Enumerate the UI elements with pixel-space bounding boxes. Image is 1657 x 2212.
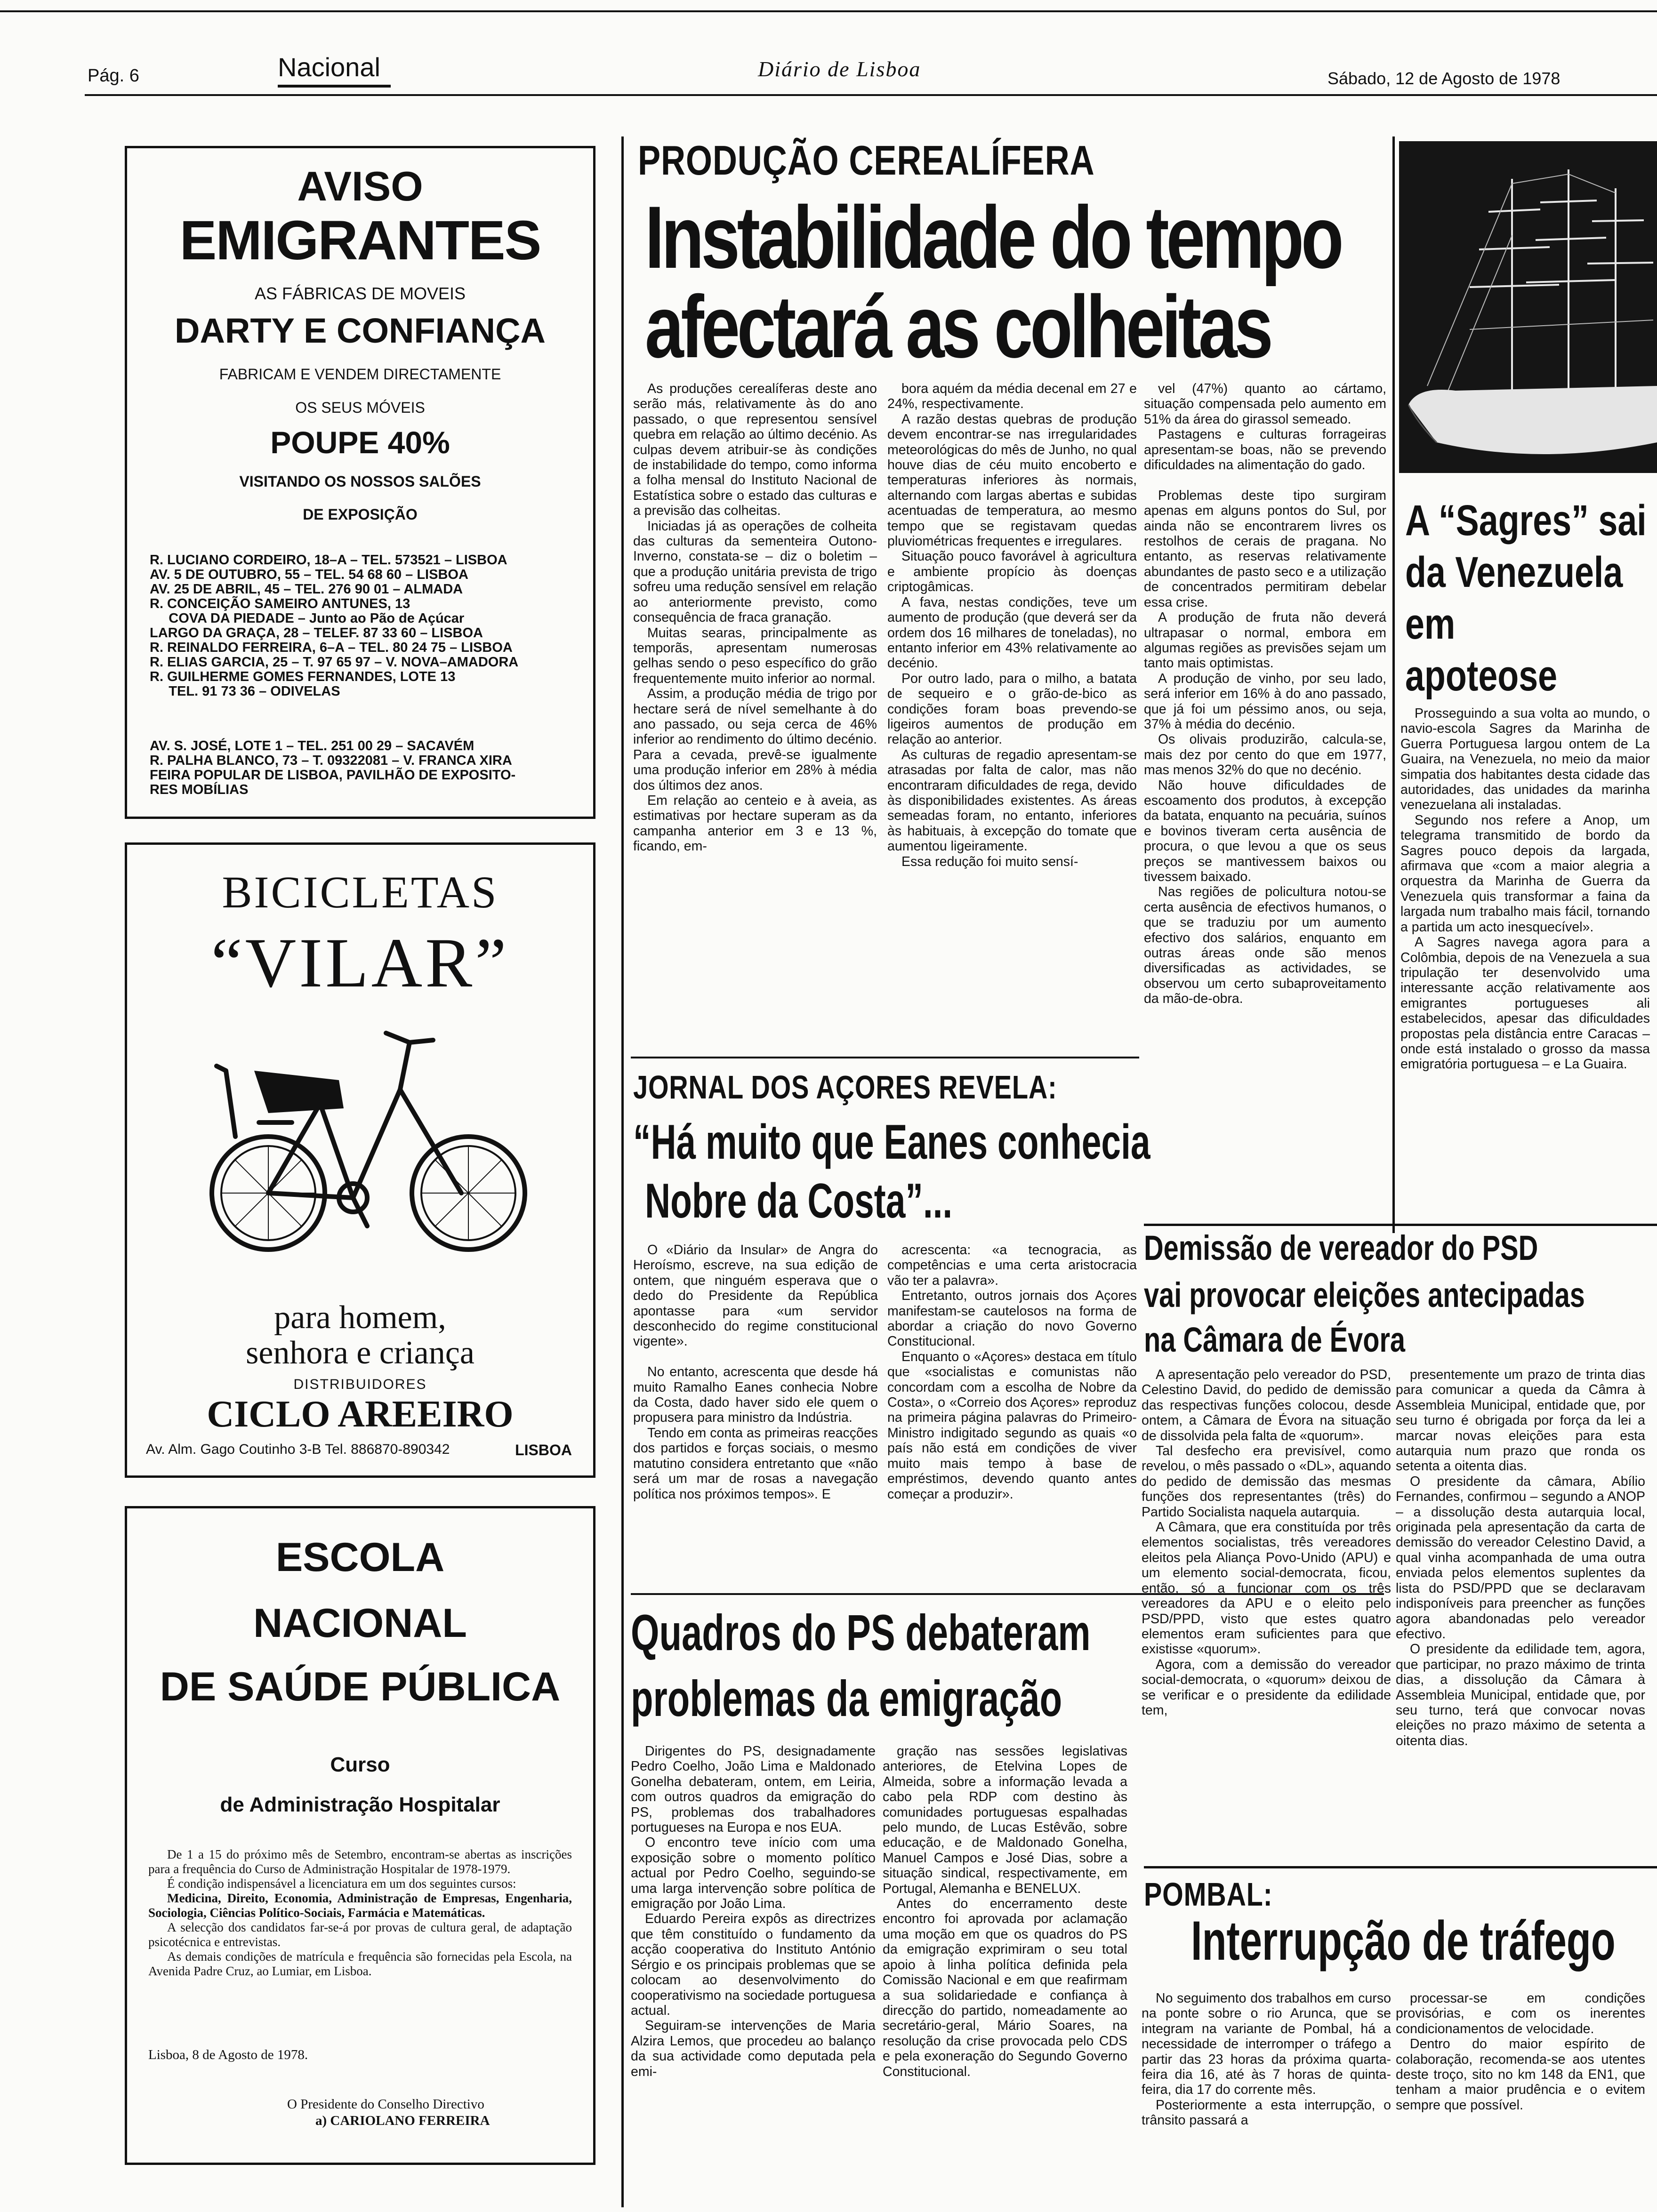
paragraph: vel (47%) quanto ao cártamo, situação compensada pelo aumento em 51% da área do girassol semeado. [1144,381,1386,427]
ps-headline: problemas da emigração [631,1670,1062,1727]
paragraph: Eduardo Pereira expôs as directrizes que têm constituído o fundamento da acção cooperativa do Instituto António Sérgio e os principais problemas que se colocam ao desenvolvimento do cooperativismo na sociedade portuguesa actual. [631,1911,876,2018]
ad-curso-name: de Administração Hospitalar [220,1793,500,1816]
paragraph: Tendo em conta as primeiras reacções dos partidos e forças sociais, o mesmo matutino considera entretanto que «não será um mar de rosas a navegação política nos próximos tempos». E [633,1425,878,1502]
ad-distribuidores: DISTRIBUIDORES [293,1377,427,1392]
acores-column [633,1242,878,1581]
paragraph: Assim, a produção média de trigo por hectare será de nível semelhante à do ano passado, ou seja cerca de 46% inferior ao rendimento do último decénio. Para a cevada, prevê-se igualmente uma produção inferior em 28% à média dos últimos dez anos. [633,686,877,793]
lead-headline: Instabilidade do tempo [645,188,1341,287]
ad-shop-address: Av. Alm. Gago Coutinho 3-B Tel. 886870-890342 [146,1442,450,1457]
paragraph: Agora, com a demissão do vereador social-democrata, o «quorum» deixou de se verificar e o presidente da edilidade tem, [1142,1657,1391,1718]
evora-column [1396,1367,1645,1847]
ad-emigrantes-title: EMIGRANTES [179,209,541,272]
ad-escola-date: Lisboa, 8 de Agosto de 1978. [148,2047,308,2062]
pombal-column [1142,1991,1391,2207]
paragraph: O presidente da edilidade tem, agora, que participar, no prazo máximo de trinta dias, a dissolução da Câmara à Assembleia Municipal, entidade que, por seu turno, terá que convocar novas eleições no prazo máximo de setenta a oitenta dias. [1396,1642,1645,1748]
ad-paragraph: Medicina, Direito, Economia, Administração de Empresas, Engenharia, Sociologia, Ciências Político-Sociais, Farmácia e Matemáticas. [148,1891,572,1920]
sagres-body [1400,706,1650,1219]
paragraph: Por outro lado, para o milho, a batata de sequeiro e o grão-de-bico as condições foram boas prevendo-se ligeiros aumentos de produção em relação ao anterior. [887,671,1137,747]
paragraph: gração nas sessões legislativas anteriores, de Etelvina Lopes de Almeida, sobre a informação levada a cabo pela RDP com destino às comunidades portuguesas espalhadas pelo mundo, de Lucas Estêvão, sobre educação, e de Maldonado Gonelha, Manuel Campos e José Dias, sobre a situação sindical, respectivamente, em Portugal, Alemanha e BENELUX. [883,1744,1127,1896]
ad-line: AS FÁBRICAS DE MOVEIS [254,284,466,303]
ps-headline: Quadros do PS debateram [631,1604,1091,1661]
paragraph: processar-se em condições provisórias, e com os inerentes condicionamentos de velocidade. [1396,1991,1645,2036]
ad-tagline: senhora e criança [246,1335,475,1371]
paragraph: O encontro teve início com uma exposição sobre o momento político actual por Pedro Coelho, seguindo-se uma larga intervenção sobre política de emigração por João Lima. [631,1835,876,1912]
paragraph: As culturas de regadio apresentam-se atrasadas por falta de calor, mas não encontraram dificuldades de rega, devido às disponibilidades existentes. As áreas semeadas foram, no entanto, inferiores às habituais, à excepção do tomate que aumentou ligeiramente. [887,747,1137,854]
paragraph: Enquanto o «Açores» destaca em título que «socialistas e comunistas não concordam com a escolha de Nobre da Costa», o «Correio dos Açores» reproduz na primeira página palavras do Primeiro-Ministro indigitado segundo as quais «o país não está em condições de viver muito mais tempo à base de empréstimos, devendo quanto antes começar a produzir». [887,1349,1137,1502]
ad-escola-signature: a) CARIOLANO FERREIRA [315,2113,490,2128]
sagres-headline: em [1405,600,1456,648]
paragraph: presentemente um prazo de trinta dias para comunicar a queda da Câmra à Assembleia Municipal, entidade que, por seu turno é obrigada por força da lei a marcar novas eleições para esta autarquia num prazo que ronda os setenta a oitenta dias. [1396,1367,1645,1474]
sagres-headline: A “Sagres” sai [1405,497,1647,545]
ad-line: VISITANDO OS NOSSOS SALÕES [239,473,481,490]
ad-escola-title: ESCOLA [275,1535,445,1580]
ad-emigrantes [125,146,595,819]
paragraph: O presidente da câmara, Abílio Fernandes, confirmou – segundo a ANOP – a dissolução desta autarquia local, originada pela apresentação da carta de demissão do vereador Celestino David, a qual vinha acompanhada de uma outra enviada pelos elementos suplentes da lista do PSD/PPD que se declaravam indisponíveis para preencher as funções agora abandonadas pelo vereador efectivo. [1396,1474,1645,1642]
paragraph: Nas regiões de policultura notou-se certa ausência de efectivos humanos, o que se traduziu por um aumento efectivo dos salários, enquanto em outras áreas onde são menos diversificadas as actividades, se observou um certo subaproveitamento da mão-de-obra. [1144,884,1386,1007]
ad-brand: DARTY E CONFIANÇA [175,311,546,350]
paragraph: A Sagres navega agora para a Colômbia, depois de na Venezuela a sua tripulação ter desenvolvido uma interessante acção relativamente aos emigrantes portugueses ali estabelecidos, apesar das dificuldades propostas pela distância entre Caracas – onde está instalado o grosso da massa emigratória portuguesa – e La Guaira. [1400,935,1650,1072]
ad-line: FABRICAM E VENDEM DIRECTAMENTE [219,366,501,383]
evora-headline: na Câmara de Évora [1144,1320,1406,1359]
sagres-headline: apoteose [1405,652,1558,700]
ad-bicicletas [125,842,595,1478]
paragraph: Pastagens e culturas forrageiras apresentam-se boas, não se prevendo dificuldades na alimentação do gado. [1144,427,1386,473]
paragraph: As produções cerealíferas deste ano serão más, relativamente às do ano passado, o que representou sensível quebra em relação ao último decénio. As culpas devem atribuir-se às condições de instabilidade do tempo, como informa a folha mensal do Instituto Nacional de Estatística sobre o estado das culturas e a previsão das colheitas. [633,381,877,519]
paragraph: Situação pouco favorável à agricultura e ambiente propício às doenças criptogâmicas. [887,549,1137,595]
masthead: Diário de Lisboa [758,57,921,81]
ad-paragraph: É condição indispensável a licenciatura em um dos seguintes cursos: [167,1876,516,1891]
ad-bicicletas-brand: “VILAR” [211,924,509,1002]
ps-column [883,1744,1127,2210]
paragraph: Muitas searas, principalmente as temporãs, apresentam numerosas gelhas sendo o peso específico do grão frequentemente muito inferior ao normal. [633,625,877,686]
paragraph [633,1349,878,1364]
sagres-ship-photo [1399,141,1657,473]
ad-line: OS SEUS MÓVEIS [295,399,425,416]
ad-shop-name: CICLO AREEIRO [207,1394,514,1435]
sagres-headline: da Venezuela [1405,548,1623,596]
lead-column [633,381,877,1050]
paragraph: Dentro do maior espírito de colaboração, recomenda-se aos utentes deste troço, sito no km 148 da EN1, que tenham a maior prudência e o evitem sempre que possível. [1396,2036,1645,2113]
paragraph: Entretanto, outros jornais dos Açores manifestam-se cautelosos na forma de abordar a criação do novo Governo Constitucional. [887,1288,1137,1349]
ad-escola [125,1506,595,2165]
ad-addresses-extra: AV. S. JOSÉ, LOTE 1 – TEL. 251 00 29 – SACAVÉM R. PALHA BLANCO, 73 – T. 09322081 – V. FRANCA XIRA FEIRA POPULAR DE LISBOA, PAVILHÃO DE EXPOSITO- RES MOBÍLIAS [150,738,516,797]
paragraph: Problemas deste tipo surgiram apenas em alguns pontos do Sul, por ainda não se encontrarem livres os restolhos de cerais de pragana. No entanto, as reservas relativamente abundantes de pasto seco e a utilização de concentrados permitiram debelar essa crise. [1144,488,1386,610]
ad-addresses: R. LUCIANO CORDEIRO, 18–A – TEL. 573521 – LISBOA AV. 5 DE OUTUBRO, 55 – TEL. 54 68 60 – LISBOA AV. 25 DE ABRIL, 45 – TEL. 276 90 01 – ALMADA R. CONCEIÇÃO SAMEIRO ANTUNES, 13 COVA DA PIEDADE – Junto ao Pão de Açúcar LARGO DA GRAÇA, 28 – TELEF. 87 33 60 – LISBOA R. REINALDO FERREIRA, 6–A – TEL. 80 24 75 – LISBOA R. ELIAS GARCIA, 25 – T. 97 65 97 – V. NOVA–AMADORA R. GUILHERME GOMES FERNANDES, LOTE 13 TEL. 91 73 36 – ODIVELAS [150,553,519,699]
acores-headline: “Há muito que Eanes conhecia [633,1115,1150,1170]
paragraph [1144,473,1386,488]
lead-column [887,381,1137,1050]
paragraph: Iniciadas já as operações de colheita das culturas da sementeira Outono-Inverno, constata-se – diz o boletim – que a produção unitária prevista de trigo sofreu uma redução sensível em relação ao anteriormente previsto, como consequência de fraca granação. [633,518,877,625]
paragraph: Prosseguindo a sua volta ao mundo, o navio-escola Sagres da Marinha de Guerra Portuguesa largou ontem de La Guaira, na Venezuela, no meio da maior simpatia dos habitantes desta cidade das autoridades, das unidades da marinha venezuelana ali instaladas. [1400,706,1650,813]
acores-headline: Nobre da Costa”... [645,1174,953,1228]
bicycle-illustration [198,1014,537,1259]
acores-column [887,1242,1137,1581]
evora-headline: vai provocar eleições antecipadas [1144,1275,1585,1314]
ad-curso: Curso [330,1753,390,1776]
ad-paragraph: A selecção dos candidatos far-se-á por provas de cultura geral, de adaptação psicotécnica e entrevistas. [148,1920,572,1949]
paragraph: Dirigentes do PS, designadamente Pedro Coelho, João Lima e Maldonado Gonelha debateram, ontem, em Leiria, com outros quadros da emigração do PS, problemas dos trabalhadores portugueses na Europa e nos EUA. [631,1744,876,1835]
paragraph: Não houve dificuldades de escoamento dos produtos, à excepção da batata, enquanto na pecuária, suínos e bovinos tiveram certa ausência de procura, o que levou a que os seus preços se mantivessem baixos ou tivessem baixado. [1144,777,1386,884]
page-number: Pág. 6 [88,66,139,86]
ad-aviso: AVISO [297,163,423,209]
paragraph: No seguimento dos trabalhos em curso na ponte sobre o rio Arunca, que se integram na variante de Pombal, há a necessidade de interromper o tráfego a partir das 23 horas da próxima quarta-feira dia 16, até às 7 horas de quinta-feira, dia 17 do corrente mês. [1142,1991,1391,2098]
paragraph: Antes do encerramento deste encontro foi aprovada por aclamação uma moção em que os quadros do PS da emigração exprimiram o seu total apoio à linha política definida pela Comissão Nacional e em que reafirmam a sua solidariedade e confiança à direcção do partido, nomeadamente ao secretário-geral, Mário Soares, na resolução da crise provocada pelo CDS e pela exoneração do Segundo Governo Constitucional. [883,1896,1127,2079]
lead-kicker: PRODUÇÃO CEREALÍFERA [638,137,1095,184]
paragraph: A razão destas quebras de produção devem encontrar-se nas irregularidades meteorológicas do mês de Junho, no qual houve dias de céu muito encoberto e temperaturas inferiores às normais, alternando com largas abertas e subidas acentuadas de temperatura, ao mesmo tempo que se registavam quedas pluviométricas frequentes e irregulares. [887,411,1137,549]
ad-escola-body [148,1847,572,1979]
paragraph: Segundo nos refere a Anop, um telegrama transmitido de bordo da Sagres pouco depois da largada, afirmava que «com a maior alegria a orquestra da Marinha de Guerra da Venezuela quis transformar a faina da largada num trabalho mais fácil, tornando a partida um acto inesquecível». [1400,812,1650,935]
pombal-column [1396,1991,1645,2207]
lead-headline: afectará as colheitas [645,277,1271,376]
ad-bicicletas-title: BICICLETAS [222,867,499,917]
paragraph: bora aquém da média decenal em 27 e 24%, respectivamente. [887,381,1137,412]
paragraph: A produção de vinho, por seu lado, será inferior em 16% à do ano passado, que já foi um péssimo anos, ou seja, 37% à média do decénio. [1144,671,1386,732]
pombal-kicker: POMBAL: [1144,1876,1273,1913]
paragraph: A Câmara, que era constituída por três elementos socialistas, três vereadores eleitos pela Aliança Povo-Unido (APU) e um elemento social-democrata, ficou, então, só a funcionar com os três vereadores da APU e o eleito pelo PSD/PPD, visto que estes quatro elementos eram suficientes para que existisse «quorum». [1142,1520,1391,1657]
paragraph: A fava, nestas condições, teve um aumento de produção (que deverá ser da ordem dos 16 milhares de toneladas), no entanto inferior em 43% relativamente ao decénio. [887,594,1137,671]
pombal-headline: Interrupção de tráfego [1191,1910,1616,1972]
ad-tagline: para homem, [274,1299,446,1336]
paragraph: Essa redução foi muito sensí- [901,854,1078,869]
paragraph: No entanto, acrescenta que desde há muito Ramalho Eanes conhecia Nobre da Costa, dado haver sido ele quem o propusera para ministro da Indústria. [633,1364,878,1426]
paragraph: Seguiram-se intervenções de Maria Alzira Lemos, que procedeu ao balanço da sua actividade como deputada pela emi- [631,2018,876,2079]
ad-line: DE EXPOSIÇÃO [303,506,418,523]
ad-offer: POUPE 40% [270,425,450,460]
paragraph: O «Diário da Insular» de Angra do Heroísmo, escreve, na sua edição de ontem, que ninguém esperava que o dedo do Presidente da República apontasse para «um servidor desconhecido do regime constitucional vigente». [633,1242,878,1349]
paragraph: acrescenta: «a tecnogracia, as competências e uma certa aristocracia vão ter a palavra». [887,1242,1137,1288]
ad-shop-city: LISBOA [515,1442,572,1459]
paragraph: Em relação ao centeio e à aveia, as estimativas por hectare superam as da campanha anterior em 3 e 13 %, ficando, em- [633,793,877,854]
paragraph: A produção de fruta não deverá ultrapasar o normal, embora em algumas regiões as previsões sejam um tanto mais optimistas. [1144,610,1386,671]
ad-paragraph: De 1 a 15 do próximo mês de Setembro, encontram-se abertas as inscrições para a frequência do Curso de Administração Hospitalar de 1978-1979. [148,1847,572,1876]
paragraph: Os olivais produzirão, calcula-se, mais dez por cento do que em 1977, mas menos 32% do que no decénio. [1144,732,1386,778]
ad-escola-signature: O Presidente do Conselho Directivo [287,2097,484,2112]
evora-headline: Demissão de vereador do PSD [1144,1228,1538,1267]
paragraph: Posteriormente a esta interrupção, o trânsito passará a [1142,2097,1391,2128]
paragraph: A apresentação pelo vereador do PSD, Celestino David, do pedido de demissão das respectivas funções colocou, desde ontem, a Câmara de Évora na situação de dissolvida pela falta de «quorum». [1142,1367,1391,1443]
ad-escola-title: DE SAÚDE PÚBLICA [160,1664,561,1709]
acores-kicker: JORNAL DOS AÇORES REVELA: [633,1069,1057,1106]
section-name: Nacional [278,52,380,82]
lead-column [1144,381,1386,1210]
ad-paragraph: As demais condições de matrícula e frequência são fornecidas pela Escola, na Avenida Padre Cruz, ao Lumiar, em Lisboa. [148,1949,572,1978]
issue-date: Sábado, 12 de Agosto de 1978 [1327,69,1560,88]
ship-photo-image [1399,141,1657,473]
paragraph: Tal desfecho era previsível, como revelou, o mês passado o «DL», aquando do pedido de demissão das mesmas funções dos representantes (três) do Partido Socialista naquela autarquia. [1142,1443,1391,1520]
evora-column [1142,1367,1391,1847]
ad-escola-title: NACIONAL [253,1601,467,1646]
ps-column [631,1744,876,2210]
